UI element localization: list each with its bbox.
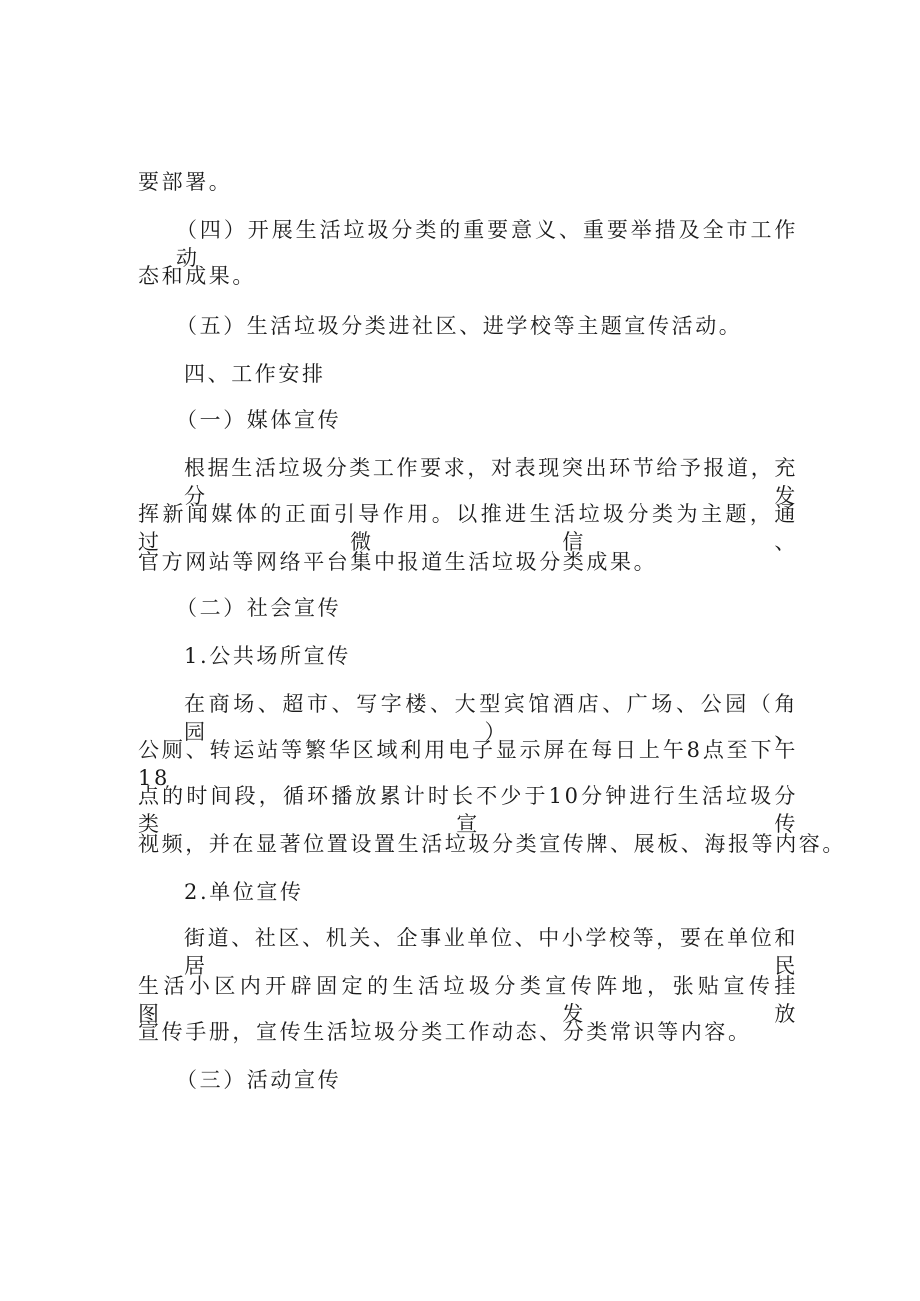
subsection-heading-media: （一）媒体宣传 (176, 408, 342, 432)
chapter-heading: 四、工作安排 (184, 362, 326, 386)
item-heading-units: 2.单位宣传 (184, 880, 304, 904)
paragraph-line: 在商场、超市、写字楼、大型宾馆酒店、广场、公园（角园）、 (184, 692, 798, 744)
paragraph-line: 官方网站等网络平台集中报道生活垃圾分类成果。 (138, 550, 658, 574)
paragraph-line: 生活小区内开辟固定的生活垃圾分类宣传阵地，张贴宣传挂图，发放 (138, 974, 798, 1026)
section-heading-5: （五）生活垃圾分类进社区、进学校等主题宣传活动。 (176, 314, 743, 338)
item-heading-public-places: 1.公共场所宣传 (184, 644, 351, 668)
paragraph-line: 根据生活垃圾分类工作要求，对表现突出环节给予报道，充分发 (184, 456, 798, 508)
paragraph-line: 宣传手册，宣传生活垃圾分类工作动态、分类常识等内容。 (138, 1020, 752, 1044)
paragraph-line: 公厕、转运站等繁华区域利用电子显示屏在每日上午8点至下午18 (138, 738, 798, 790)
subsection-heading-activity: （三）活动宣传 (176, 1068, 342, 1092)
text-line: 态和成果。 (138, 264, 256, 288)
paragraph-line: 视频，并在显著位置设置生活垃圾分类宣传牌、展板、海报等内容。 (138, 832, 846, 856)
section-heading-4: （四）开展生活垃圾分类的重要意义、重要举措及全市工作动 (176, 218, 798, 270)
subsection-heading-social: （二）社会宣传 (176, 596, 342, 620)
paragraph-line: 挥新闻媒体的正面引导作用。以推进生活垃圾分类为主题，通过微信、 (138, 502, 798, 554)
paragraph-line: 点的时间段，循环播放累计时长不少于10分钟进行生活垃圾分类宣传 (138, 784, 798, 836)
text-line: 要部署。 (138, 170, 233, 194)
paragraph-line: 街道、社区、机关、企事业单位、中小学校等，要在单位和居民 (184, 926, 798, 978)
